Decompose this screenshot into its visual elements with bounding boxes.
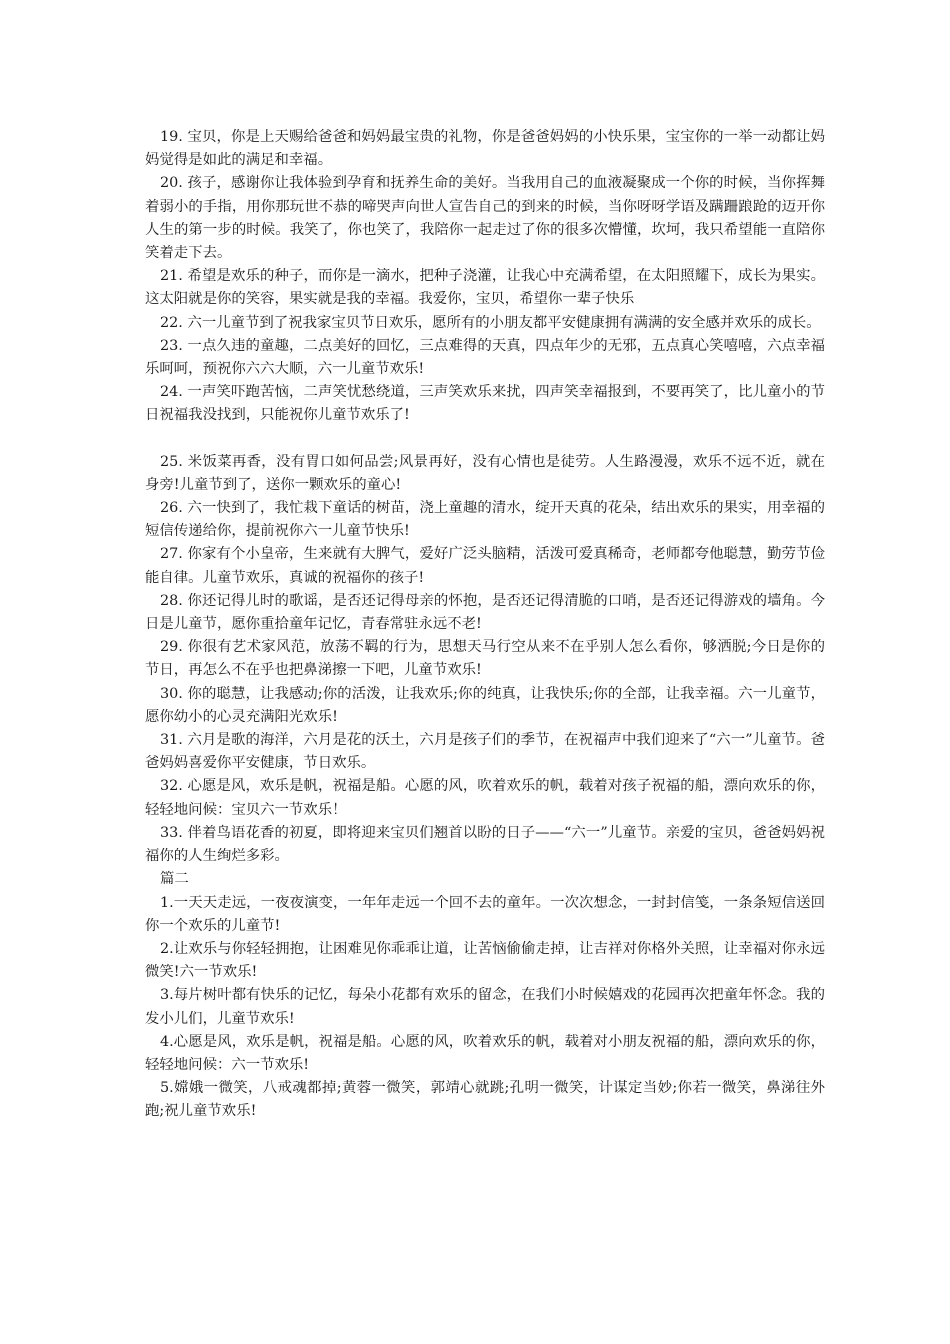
paragraph-29: 29. 你很有艺术家风范，放荡不羁的行为，思想天马行空从来不在乎别人怎么看你，够洒脱;今日是你的节日，再怎么不在乎也把鼻涕擦一下吧，儿童节欢乐!: [145, 639, 825, 679]
paragraph-2: 2.让欢乐与你轻轻拥抱，让困难见你乖乖让道，让苦恼偷偷走掉，让吉祥对你格外关照，让幸福对你永远微笑!六一节欢乐!: [145, 940, 825, 981]
paragraph-30: 30. 你的聪慧，让我感动;你的活泼，让我欢乐;你的纯真，让我快乐;你的全部，让我幸福。六一儿童节，愿你幼小的心灵充满阳光欢乐!: [145, 685, 825, 725]
paragraph-24: 24. 一声笑吓跑苦恼，二声笑忧愁绕道，三声笑欢乐来扰，四声笑幸福报到，不要再笑了，比儿童小的节日祝福我没找到，只能祝你儿童节欢乐了!: [145, 384, 825, 424]
paragraph-20: 20. 孩子，感谢你让我体验到孕育和抚养生命的美好。当我用自己的血液凝聚成一个你的时候，当你挥舞着弱小的手指，用你那玩世不恭的啼哭声向世人宣告自己的到来的时候，当你呀呀学语及蹒跚踉跄的迈开你人生的第一步的时候。我笑了，你也笑了，我陪你一起走过了你的很多次懵懂，坎坷，我只希望能一直陪你笑着走下去。: [145, 175, 825, 262]
paragraph-25: 25. 米饭菜再香，没有胃口如何品尝;风景再好，没有心情也是徒劳。人生路漫漫，欢乐不远不近，就在身旁!儿童节到了，送你一颗欢乐的童心!: [145, 453, 825, 493]
paragraph-28: 28. 你还记得儿时的歌谣，是否还记得母亲的怀抱，是否还记得清脆的口哨，是否还记得游戏的墙角。今日是儿童节，愿你重拾童年记忆，青春常驻永远不老!: [145, 592, 825, 633]
paragraph-3: 3.每片树叶都有快乐的记忆，每朵小花都有欢乐的留念，在我们小时候嬉戏的花园再次把童年怀念。我的发小儿们，儿童节欢乐!: [145, 987, 825, 1027]
blank-line: [145, 428, 825, 451]
paragraph-21: 21. 希望是欢乐的种子，而你是一滴水，把种子浇灌，让我心中充满希望，在太阳照耀下，成长为果实。这太阳就是你的笑容，果实就是我的幸福。我爱你，宝贝，希望你一辈子快乐: [145, 268, 825, 308]
paragraph-5: 5.嫦娥一微笑，八戒魂都掉;黄蓉一微笑，郭靖心就跳;孔明一微笑，计谋定当妙;你若一微笑，鼻涕往外跑;祝儿童节欢乐!: [145, 1080, 825, 1120]
paragraph-26: 26. 六一快到了，我忙栽下童话的树苗，浇上童趣的清水，绽开天真的花朵，结出欢乐的果实，用幸福的短信传递给你，提前祝你六一儿童节快乐!: [145, 500, 825, 540]
section-heading: 篇二: [160, 871, 189, 888]
document-body: [145, 126, 825, 1124]
paragraph-1: 1.一天天走远，一夜夜演变，一年年走远一个回不去的童年。一次次想念，一封封信笺，一条条短信送回你一个欢乐的儿童节!: [145, 894, 825, 934]
paragraph-23: 23. 一点久违的童趣，二点美好的回忆，三点难得的天真，四点年少的无邪，五点真心笑嘻嘻，六点幸福乐呵呵，预祝你六六大顺，六一儿童节欢乐!: [145, 337, 825, 378]
paragraph-22: 22. 六一儿童节到了祝我家宝贝节日欢乐，愿所有的小朋友都平安健康拥有满满的安全感并欢乐的成长。: [160, 314, 821, 331]
paragraph-32: 32. 心愿是风，欢乐是帆，祝福是船。心愿的风，吹着欢乐的帆，载着对孩子祝福的船，漂向欢乐的你，轻轻地问候：宝贝六一节欢乐！: [145, 778, 825, 818]
paragraph-19: 19. 宝贝，你是上天赐给爸爸和妈妈最宝贵的礼物，你是爸爸妈妈的小快乐果，宝宝你的一举一动都让妈妈觉得是如此的满足和幸福。: [145, 129, 825, 169]
paragraph-27: 27. 你家有个小皇帝，生来就有大脾气，爱好广泛头脑精，活泼可爱真稀奇，老师都夸他聪慧，勤劳节俭能自律。儿童节欢乐，真诚的祝福你的孩子!: [145, 546, 825, 586]
paragraph-4: 4.心愿是风，欢乐是帆，祝福是船。心愿的风，吹着欢乐的帆，载着对小朋友祝福的船，漂向欢乐的你，轻轻地问候：六一节欢乐!: [145, 1033, 825, 1073]
paragraph-33: 33. 伴着鸟语花香的初夏，即将迎来宝贝们翘首以盼的日子——“六一”儿童节。亲爱的宝贝，爸爸妈妈祝福你的人生绚烂多彩。: [145, 824, 825, 865]
paragraph-31: 31. 六月是歌的海洋，六月是花的沃土，六月是孩子们的季节，在祝福声中我们迎来了“六一”儿童节。爸爸妈妈喜爱你平安健康，节日欢乐。: [145, 732, 825, 772]
